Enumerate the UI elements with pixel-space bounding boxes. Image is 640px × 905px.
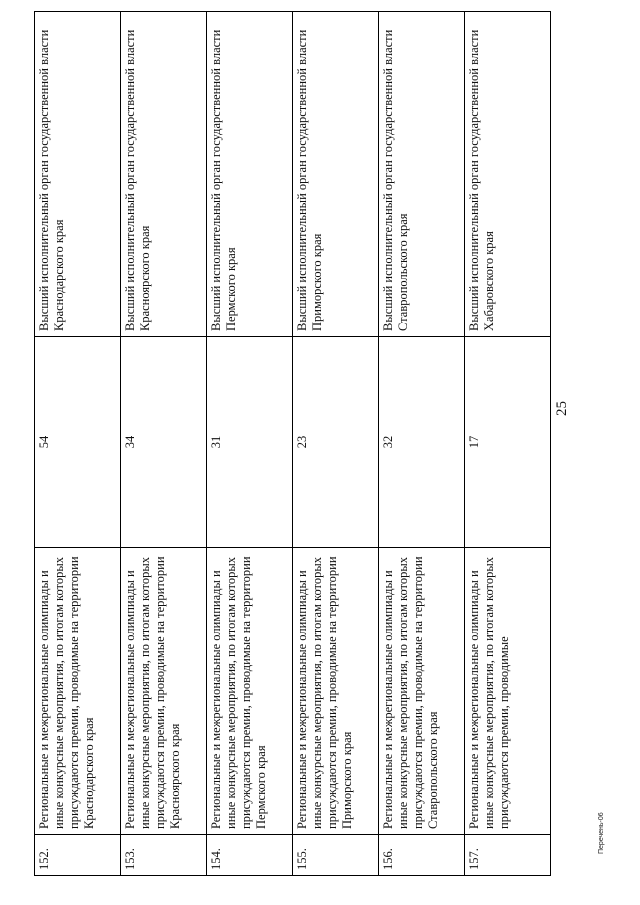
table-body bbox=[35, 12, 551, 876]
olympiad-level-number: 54 bbox=[35, 337, 121, 548]
row-number: 155. bbox=[293, 835, 379, 876]
organizer-name: Высший исполнительный орган государственной власти Красноярского края bbox=[121, 12, 207, 337]
row-number: 152. bbox=[35, 835, 121, 876]
table-row bbox=[465, 12, 551, 876]
olympiad-name: Региональные и межрегиональные олимпиады и иные конкурсные мероприятия, по итогам которых присуждаются премии, проводимые на территории Приморского края bbox=[293, 548, 379, 835]
olympiad-level-number: 31 bbox=[207, 337, 293, 548]
olympiad-name: Региональные и межрегиональные олимпиады и иные конкурсные мероприятия, по итогам которых присуждаются премии, проводимые на территории Ставропольского края bbox=[379, 548, 465, 835]
organizer-name: Высший исполнительный орган государственной власти Краснодарского края bbox=[35, 12, 121, 337]
olympiad-level-number: 32 bbox=[379, 337, 465, 548]
olympiad-name: Региональные и межрегиональные олимпиады и иные конкурсные мероприятия, по итогам которых присуждаются премии, проводимые на территории Краснодарского края bbox=[35, 548, 121, 835]
row-number: 153. bbox=[121, 835, 207, 876]
organizer-name: Высший исполнительный орган государственной власти Хабаровского края bbox=[465, 12, 551, 337]
row-number: 154. bbox=[207, 835, 293, 876]
organizer-name: Высший исполнительный орган государственной власти Пермского края bbox=[207, 12, 293, 337]
olympiad-name: Региональные и межрегиональные олимпиады и иные конкурсные мероприятия, по итогам которых присуждаются премии, проводимые bbox=[465, 548, 551, 835]
organizer-name: Высший исполнительный орган государственной власти Приморского края bbox=[293, 12, 379, 337]
table-row bbox=[293, 12, 379, 876]
row-number: 156. bbox=[379, 835, 465, 876]
organizer-name: Высший исполнительный орган государственной власти Ставропольского края bbox=[379, 12, 465, 337]
row-number: 157. bbox=[465, 835, 551, 876]
olympiad-level-number: 23 bbox=[293, 337, 379, 548]
table-row bbox=[121, 12, 207, 876]
olympiad-level-number: 17 bbox=[465, 337, 551, 548]
olympiad-name: Региональные и межрегиональные олимпиады и иные конкурсные мероприятия, по итогам которых присуждаются премии, проводимые на территории Пермского края bbox=[207, 548, 293, 835]
table-row bbox=[379, 12, 465, 876]
table-row bbox=[207, 12, 293, 876]
table-row bbox=[35, 12, 121, 876]
olympiad-list-table bbox=[34, 11, 551, 876]
page-number: 25 bbox=[554, 401, 570, 416]
olympiad-level-number: 34 bbox=[121, 337, 207, 548]
footer-note: Перечень-06 bbox=[598, 812, 605, 854]
rotated-page-content bbox=[34, 29, 594, 876]
olympiad-name: Региональные и межрегиональные олимпиады и иные конкурсные мероприятия, по итогам которых присуждаются премии, проводимые на территории Красноярского края bbox=[121, 548, 207, 835]
